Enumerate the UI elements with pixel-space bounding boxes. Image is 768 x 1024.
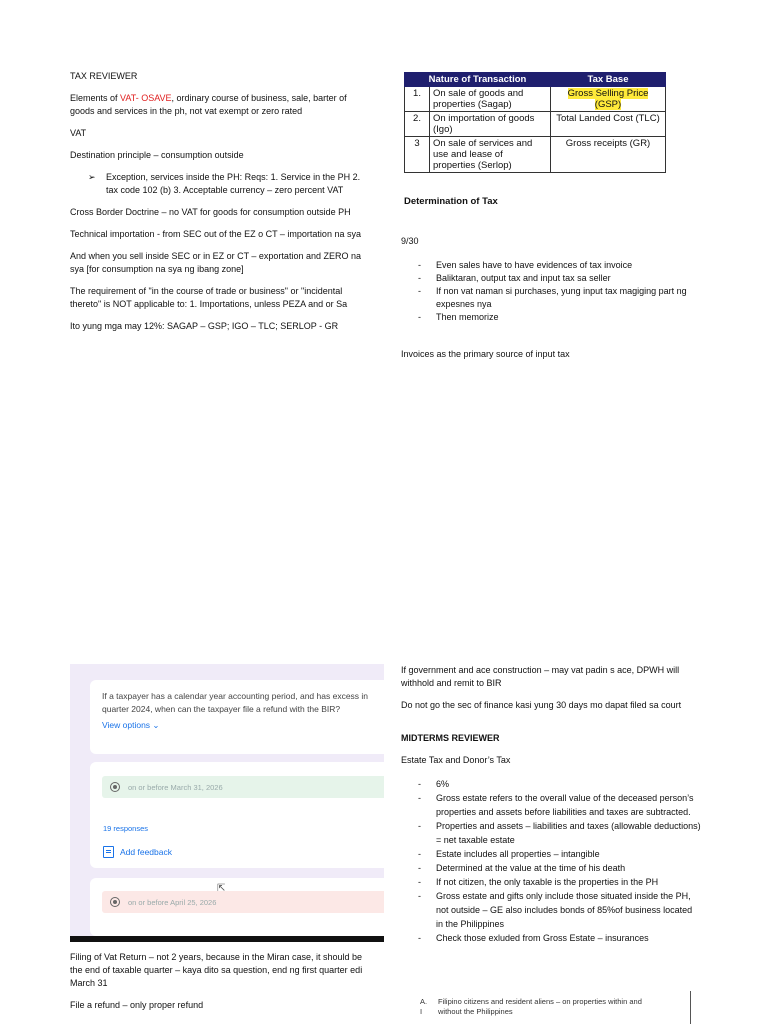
header-tax-base: Tax Base	[551, 73, 666, 87]
midterms-heading: MIDTERMS REVIEWER	[401, 733, 500, 743]
feedback-icon	[103, 846, 114, 858]
estate-list	[401, 777, 701, 945]
base-cell: Gross Selling Price (GSP)	[551, 87, 666, 112]
answer-card-a	[90, 762, 384, 868]
list-item: A. Filipino citizens and resident aliens – on properties within and	[420, 997, 642, 1006]
vat-osave-highlight: VAT- OSAVE	[120, 93, 172, 103]
table-row: 3 On sale of services and use and lease of properties (Serlop) Gross receipts (GR)	[405, 137, 666, 173]
table-row: 1. On sale of goods and properties (Sagap) Gross Selling Price (GSP)	[405, 87, 666, 112]
nature-cell: On sale of services and use and lease of properties (Serlop)	[430, 137, 551, 173]
right-mid-section	[401, 664, 701, 945]
invoices-note: Invoices as the primary source of input tax	[401, 349, 570, 359]
doc-title: TAX REVIEWER	[70, 71, 138, 81]
radio-icon	[110, 782, 120, 792]
radio-icon	[110, 897, 120, 907]
embedded-list-screenshot	[402, 991, 691, 1024]
estate-heading: Estate Tax and Donor’s Tax	[401, 755, 511, 765]
twelve-percent: Ito yung mga may 12%: SAGAP – GSP; IGO – TLC; SERLOP - GR	[70, 321, 339, 331]
notes-list	[401, 259, 701, 324]
filing-paragraph: Filing of Vat Return – not 2 years, because in the Miran case, it should be the end of taxable quarter – kaya dito sa question, end ng first quarter edi March 31	[70, 952, 363, 988]
list-item: - Properties and assets – liabilities and taxes (allowable deductions) = net taxable estate	[418, 821, 701, 845]
embedded-form-screenshot	[70, 664, 384, 942]
header-nature: Nature of Transaction	[405, 73, 551, 87]
list-item: - Then memorize	[418, 312, 499, 322]
sec-finance-note: Do not go the sec of finance kasi yung 30 days mo dapat filed sa court	[401, 700, 682, 710]
list-item: - If non vat naman si purchases, yung input tax magiging part ng expesnes nya	[418, 286, 687, 309]
cutoff-heading: Determination of Tax	[404, 196, 498, 204]
answer-card-b	[90, 878, 384, 936]
chevron-down-icon: ⌄	[152, 720, 160, 730]
base-cell: Gross receipts (GR)	[551, 137, 666, 173]
list-item: - Determined at the value at the time of his death	[418, 863, 626, 873]
nature-cell: On importation of goods (Igo)	[430, 112, 551, 137]
refund-paragraph: File a refund – only proper refund	[70, 1000, 204, 1010]
question-card	[90, 680, 384, 754]
technical-importation: Technical importation - from SEC out of the EZ o CT – importation na sya	[70, 229, 361, 239]
mouse-cursor-icon: ⇱	[217, 883, 226, 894]
table-row: 2. On importation of goods (Igo) Total Landed Cost (TLC)	[405, 112, 666, 137]
list-item: - Even sales have to have evidences of tax invoice	[418, 260, 633, 270]
date-label: 9/30	[401, 236, 419, 246]
left-bottom-section	[70, 951, 370, 1021]
add-feedback-button[interactable]: Add feedback	[103, 846, 172, 858]
left-column	[70, 70, 370, 342]
requirement-paragraph: The requirement of "in the course of trade or business" or "incidental thereto" is NOT applicable to: 1. Importations, unless PEZA and or Sa	[70, 286, 348, 309]
list-item: - Estate includes all properties – intangible	[418, 849, 600, 859]
cross-border-doctrine: Cross Border Doctrine – no VAT for goods for consumption outside PH	[70, 207, 351, 217]
screenshot-border	[70, 936, 384, 942]
option-b: on or before April 25, 2026	[102, 891, 384, 913]
list-item: - 6%	[418, 779, 450, 789]
list-item: - Gross estate and gifts only include those situated inside the PH, not outside – GE also includes bonds of 85%of business located in the Philippines	[418, 891, 693, 929]
destination-principle: Destination principle – consumption outside	[70, 150, 244, 160]
right-top-section	[401, 235, 701, 370]
list-item: - Gross estate refers to the overall value of the deceased person’s properties and assets before liabilities and taxes are subtracted.	[418, 793, 694, 817]
form-question: If a taxpayer has a calendar year accounting period, and has excess in quarter 2024, when can the taxpayer file a refund with the BIR?	[102, 691, 369, 714]
list-item: - Baliktaran, output tax and input tax sa seller	[418, 273, 611, 283]
list-item: - If not citizen, the only taxable is the properties in the PH	[418, 877, 659, 887]
arrow-bullet-icon: ➢	[88, 172, 96, 182]
table-header-row	[405, 73, 666, 87]
base-cell: Total Landed Cost (TLC)	[551, 112, 666, 137]
vat-label: VAT	[70, 128, 87, 138]
government-note: If government and ace construction – may vat padin s ace, DPWH will withhold and remit to BIR	[401, 665, 680, 688]
tax-base-table	[404, 72, 666, 173]
list-item: I without the Philippines	[420, 1007, 513, 1016]
list-item: - Check those exluded from Gross Estate – insurances	[418, 933, 649, 943]
responses-count: 19 responses	[103, 824, 149, 833]
nature-cell: On sale of goods and properties (Sagap)	[430, 87, 551, 112]
elements-paragraph: Elements of VAT- OSAVE, ordinary course of business, sale, barter of goods and services in the ph, not vat exempt or zero rated	[70, 93, 347, 116]
exception-item: ➢ Exception, services inside the PH: Reqs: 1. Service in the PH 2. tax code 102 (b) 3. Acceptable currency – zero percent VAT	[88, 172, 361, 195]
option-a: on or before March 31, 2026	[102, 776, 384, 798]
sell-inside-sec: And when you sell inside SEC or in EZ or CT – exportation and ZERO na sya [for consumption na sya ng ibang zone]	[70, 251, 361, 274]
view-options-link[interactable]: View options ⌄	[102, 720, 160, 730]
